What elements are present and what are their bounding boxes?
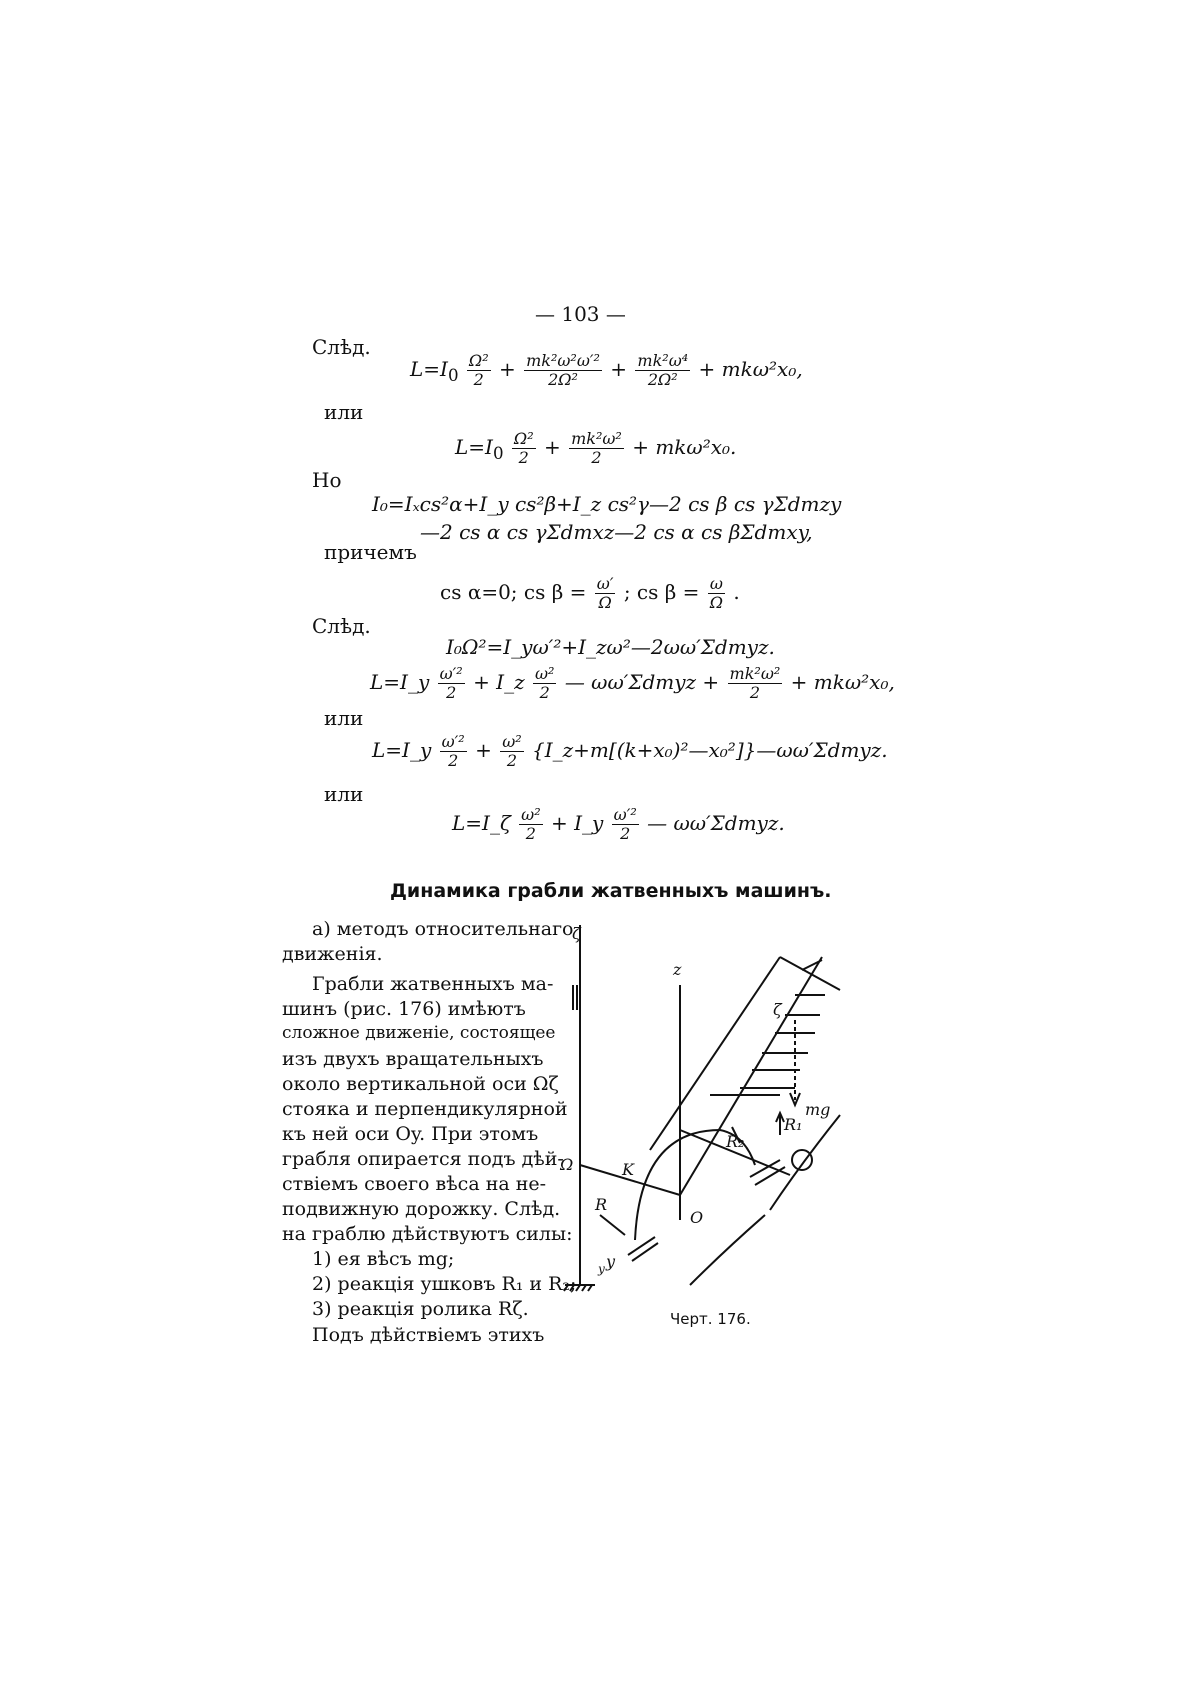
word-ili-2: или — [324, 706, 364, 730]
word-sled-2: Слѣд. — [312, 614, 371, 638]
label-y2: y — [598, 1262, 605, 1276]
word-no: Но — [312, 468, 342, 492]
body-line: движенія. — [282, 943, 383, 965]
body-line: а) методъ относительнаго — [312, 918, 574, 940]
equation-6: L=I_y $\frac{\text{ω′²}}{2}$ + I_z $\frac{\text{ω²}}{2}$ — ωω′Σdmyz + $\frac{\text{mk²ω²}}{2}$ + mkω²x₀, — [370, 664, 895, 702]
word-ili-1: или — [324, 400, 364, 424]
body-line: изъ двухъ вращательныхъ — [282, 1048, 544, 1070]
body-line: подвижную дорожку. Слѣд. — [282, 1198, 561, 1220]
label-zeta: ζ — [773, 1000, 782, 1019]
label-zeta-top: ζ — [572, 924, 581, 943]
body-line: 3) реакція ролика Rζ. — [312, 1298, 529, 1320]
word-sled-1: Слѣд. — [312, 335, 371, 359]
equation-3a: I₀=Iₓcs²α+I_y cs²β+I_z cs²γ—2 cs β cs γΣdmzy — [372, 492, 842, 516]
equation-7: L=I_y $\frac{\text{ω′²}}{2}$ + $\frac{\text{ω²}}{2}$ {I_z+m[(k+x₀)²—x₀²]}—ωω′Σdmyz. — [372, 732, 888, 770]
equation-5: I₀Ω²=I_yω′²+I_zω²—2ωω′Σdmyz. — [446, 635, 775, 659]
body-line: грабля опирается подъ дѣй- — [282, 1148, 564, 1170]
body-line: 1) ея вѣсъ mg; — [312, 1248, 455, 1270]
equation-4: cs α=0; cs β = $\frac{\omega'}{\Omega}$ ; cs β = $\frac{\omega}{\Omega}$ . — [440, 574, 740, 612]
label-k: K — [622, 1160, 634, 1179]
label-r1: R₁ — [784, 1115, 803, 1134]
body-line: къ ней оси Oy. При этомъ — [282, 1123, 539, 1145]
label-y: y — [606, 1252, 616, 1271]
label-o: O — [690, 1208, 704, 1227]
equation-8: L=I_ζ $\frac{\text{ω²}}{2}$ + I_y $\frac{\text{ω′²}}{2}$ — ωω′Σdmyz. — [452, 805, 785, 843]
label-mg: mg — [805, 1100, 831, 1119]
label-z: z — [673, 960, 682, 979]
page-number: — 103 — — [535, 302, 626, 326]
body-line: Грабли жатвенныхъ ма- — [312, 973, 554, 995]
equation-3b: —2 cs α cs γΣdmxz—2 cs α cs βΣdmxy, — [420, 520, 813, 544]
body-line: шинъ (рис. 176) имѣютъ — [282, 998, 526, 1020]
section-heading: Динамика грабли жатвенныхъ машинъ. — [390, 880, 832, 902]
body-line: сложное движеніе, состоящее — [282, 1023, 556, 1043]
label-r2: R₂ — [726, 1132, 745, 1151]
body-line: на граблю дѣйствуютъ силы: — [282, 1223, 573, 1245]
word-prichem: причемъ — [324, 540, 417, 564]
roller — [792, 1150, 812, 1170]
label-r: R — [595, 1195, 608, 1214]
body-line: ствіемъ своего вѣса на не- — [282, 1173, 547, 1195]
word-ili-3: или — [324, 782, 364, 806]
equation-2: $L=I_0$ $\frac{\text{Ω²}}{2}$ + $\frac{\text{mk²ω²}}{2}$ + mkω²x₀. — [455, 429, 737, 467]
figure-caption: Черт. 176. — [670, 1310, 751, 1328]
r-arrow — [600, 1215, 625, 1235]
body-line: Подъ дѣйствіемъ этихъ — [312, 1324, 545, 1346]
body-line: 2) реакція ушковъ R₁ и R₂; — [312, 1273, 577, 1295]
rake-top — [780, 957, 840, 990]
equation-1: $L=I_0$ $\frac{\text{Ω²}}{2}$ + $\frac{\text{mk²ω²ω′²}}{\text{2Ω²}}$ + $\frac{\text{mk²ω⁴}}{\text{2Ω²}}$ + mkω²x₀, — [410, 351, 803, 389]
figure-176 — [540, 915, 860, 1295]
body-line: около вертикальной оси Ωζ — [282, 1073, 559, 1095]
rake-diagonal-inner — [650, 957, 780, 1150]
label-omega: Ω — [560, 1155, 574, 1174]
body-line: стояка и перпендикулярной — [282, 1098, 568, 1120]
